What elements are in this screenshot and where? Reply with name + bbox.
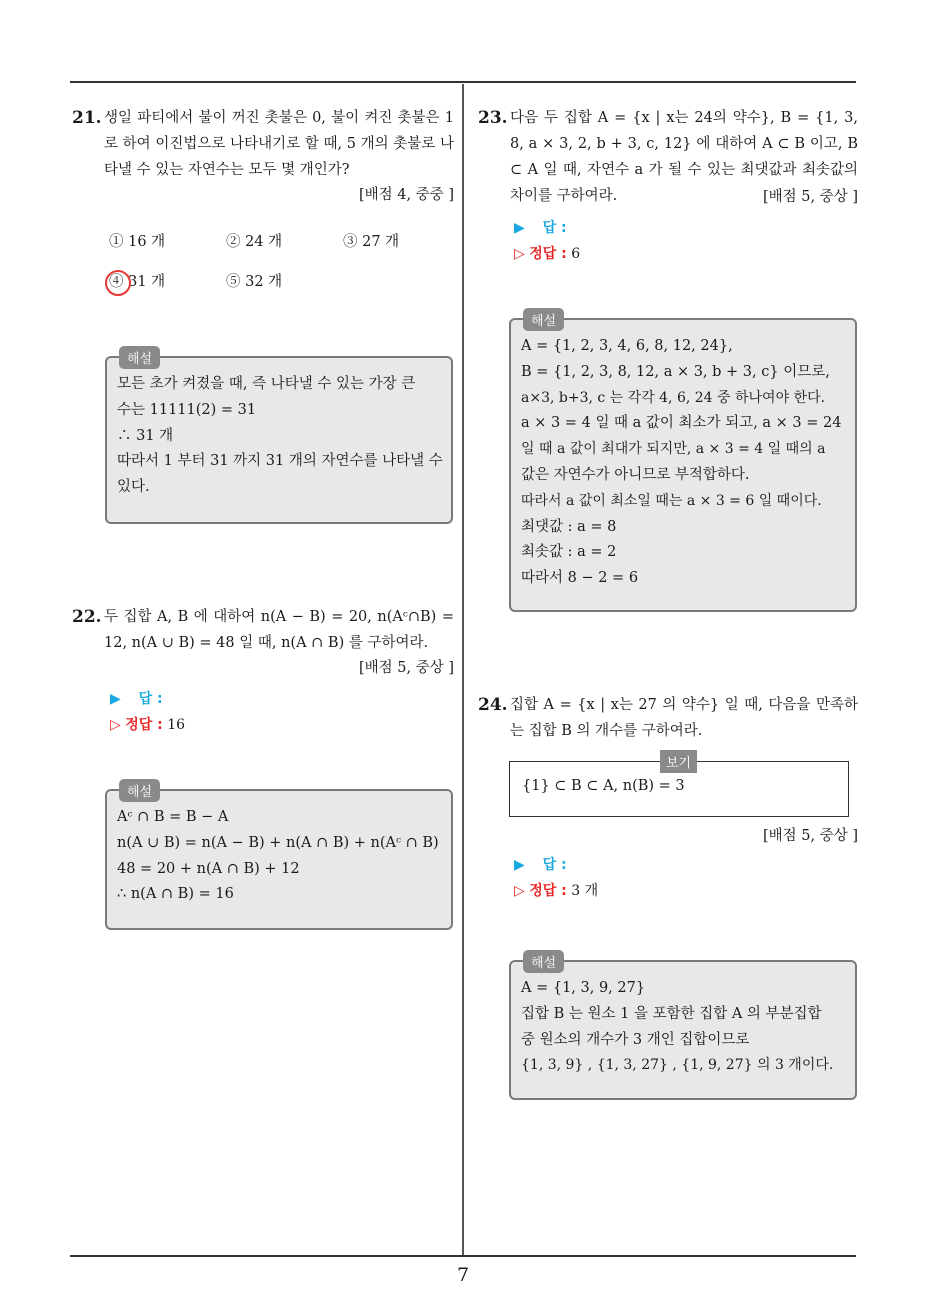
solution-box-21 xyxy=(105,352,453,524)
choice-5[interactable]: ⑤ 32 개 xyxy=(226,274,283,290)
solution-line: 따라서 8 − 2 = 6 xyxy=(521,570,639,587)
problem-21-text: 생일 파티에서 불이 꺼진 촛불은 0, 불이 켜진 촛불은 1 로 하여 이진법으로 나타내기로 할 때, 5 개의 촛불로 나타낼 수 있는 자연수는 모두 몇 개인가? xyxy=(104,110,454,178)
problem-24-number: 24. xyxy=(478,695,508,715)
problem-23-question xyxy=(478,105,858,209)
solution-line: 중 원소의 개수가 3 개인 집합이므로 xyxy=(521,1031,750,1048)
problem-21-number: 21. xyxy=(72,108,102,128)
solution-line: 집합 B 는 원소 1 을 포함한 집합 A 의 부분집합 xyxy=(521,1005,822,1022)
correct-answer-line xyxy=(514,241,858,267)
solution-line: n(A ∪ B) = n(A − B) + n(A ∩ B) + n(Aᶜ ∩ B) xyxy=(117,834,439,851)
solution-line: a × 3 = 4 일 때 a 값이 최소가 되고, a × 3 = 24 xyxy=(521,415,842,432)
answer-label: 답 : xyxy=(542,220,567,236)
solution-line: B = {1, 2, 3, 8, 12, a × 3, b + 3, c} 이므로, xyxy=(521,363,830,380)
problem-21-choices-row2 xyxy=(72,269,454,299)
choice-2[interactable]: ② 24 개 xyxy=(226,234,283,250)
solution-line: 최댓값 : a = 8 xyxy=(521,518,617,535)
problem-21-question xyxy=(72,105,454,183)
problem-24-answers xyxy=(478,824,858,904)
correct-answer-line xyxy=(514,878,858,904)
column-divider xyxy=(462,84,464,1256)
solution-box-23 xyxy=(509,314,857,612)
solution-tag: 해설 xyxy=(119,346,160,369)
problem-21 xyxy=(72,105,454,299)
correct-answer-value: 6 xyxy=(571,246,581,262)
solution-line: 최솟값 : a = 2 xyxy=(521,544,617,561)
solution-line: ∴ 31 개 xyxy=(117,427,174,444)
answer-arrow-icon: ▶ xyxy=(110,691,121,707)
solution-line: 모든 초가 켜졌을 때, 즉 나타낼 수 있는 가장 큰 xyxy=(117,376,416,392)
correct-answer-value: 3 개 xyxy=(571,883,599,899)
answer-input-line[interactable] xyxy=(514,215,858,241)
answer-input-line[interactable] xyxy=(110,686,454,712)
solution-line: A = {1, 2, 3, 4, 6, 8, 12, 24}, xyxy=(521,338,733,354)
solution-box-22 xyxy=(105,785,453,930)
problem-23-text: 다음 두 집합 A = {x | x는 24의 약수}, B = {1, 3, 8, a × 3, 2, b + 3, c, 12} 에 대하여 A ⊂ B 이고, B ⊂ A 일 때, 자연수 a 가 될 수 있는 최댓값과 최솟값의 차이를 구하여라. xyxy=(510,110,858,204)
solution-tag: 해설 xyxy=(523,950,564,973)
problem-23-difficulty: [배점 5, 중상 ] xyxy=(762,189,858,205)
correct-answer-value: 16 xyxy=(167,717,186,733)
problem-22 xyxy=(72,604,454,738)
answer-arrow-icon: ▶ xyxy=(514,220,525,236)
selected-answer-circle xyxy=(105,270,131,296)
solution-line: 일 때 a 값이 최대가 되지만, a × 3 = 4 일 때의 a xyxy=(521,441,826,458)
solution-line: 따라서 1 부터 31 까지 31 개의 자연수를 나타낼 수 xyxy=(117,453,443,470)
correct-arrow-icon: ▷ xyxy=(514,246,525,262)
solution-line: a×3, b+3, c 는 각각 4, 6, 24 중 하나여야 한다. xyxy=(521,389,826,406)
correct-label: 정답 : xyxy=(529,883,567,899)
page-number: 7 xyxy=(456,1264,470,1286)
correct-arrow-icon: ▷ xyxy=(110,717,121,733)
problem-24-difficulty: [배점 5, 중상 ] xyxy=(762,828,858,844)
problem-22-question xyxy=(72,604,454,656)
top-rule xyxy=(70,81,856,83)
answer-arrow-icon: ▶ xyxy=(514,857,525,873)
solution-line: 48 = 20 + n(A ∩ B) + 12 xyxy=(117,860,300,877)
solution-line: ∴ n(A ∩ B) = 16 xyxy=(117,886,234,903)
bogi-box xyxy=(509,756,849,817)
answer-label: 답 : xyxy=(542,857,567,873)
problem-24-text: 집합 A = {x | x는 27 의 약수} 일 때, 다음을 만족하는 집합 B 의 개수를 구하여라. xyxy=(510,697,858,739)
problem-22-number: 22. xyxy=(72,607,102,627)
solution-box-24 xyxy=(509,956,857,1100)
choice-1[interactable]: ① 16 개 xyxy=(109,234,166,250)
correct-label: 정답 : xyxy=(529,246,567,262)
solution-tag: 해설 xyxy=(523,308,564,331)
problem-22-text: 두 집합 A, B 에 대하여 n(A − B) = 20, n(Aᶜ∩B) = 12, n(A ∪ B) = 48 일 때, n(A ∩ B) 를 구하여라. xyxy=(104,609,454,651)
solution-line: A = {1, 3, 9, 27} xyxy=(521,980,646,996)
solution-tag: 해설 xyxy=(119,779,160,802)
bogi-condition: {1} ⊂ B ⊂ A, n(B) = 3 xyxy=(522,778,685,794)
solution-line: 있다. xyxy=(117,479,150,496)
problem-24 xyxy=(478,692,858,744)
solution-line: 값은 자연수가 아니므로 부적합하다. xyxy=(521,466,750,483)
problem-24-question xyxy=(478,692,858,744)
answer-label: 답 : xyxy=(138,691,163,707)
correct-answer-line xyxy=(110,712,454,738)
choice-4[interactable] xyxy=(109,269,165,295)
bottom-rule xyxy=(70,1255,856,1257)
answer-input-line[interactable] xyxy=(514,852,858,878)
bogi-tag: 보기 xyxy=(660,750,697,773)
solution-line: Aᶜ ∩ B = B − A xyxy=(117,809,229,825)
choice-3[interactable]: ③ 27 개 xyxy=(343,234,400,250)
correct-arrow-icon: ▷ xyxy=(514,883,525,899)
correct-label: 정답 : xyxy=(125,717,163,733)
solution-line: 수는 11111(2) = 31 xyxy=(117,401,257,418)
problem-23-number: 23. xyxy=(478,108,508,128)
choice-4-label: ④ 31 개 xyxy=(109,274,166,290)
problem-21-choices xyxy=(72,229,454,269)
problem-21-difficulty: [배점 4, 중중 ] xyxy=(358,187,454,203)
problem-22-difficulty: [배점 5, 중상 ] xyxy=(358,660,454,676)
solution-line: {1, 3, 9} , {1, 3, 27} , {1, 9, 27} 의 3 개이다. xyxy=(521,1057,834,1074)
problem-23 xyxy=(478,105,858,267)
solution-line: 따라서 a 값이 최소일 때는 a × 3 = 6 일 때이다. xyxy=(521,492,822,509)
